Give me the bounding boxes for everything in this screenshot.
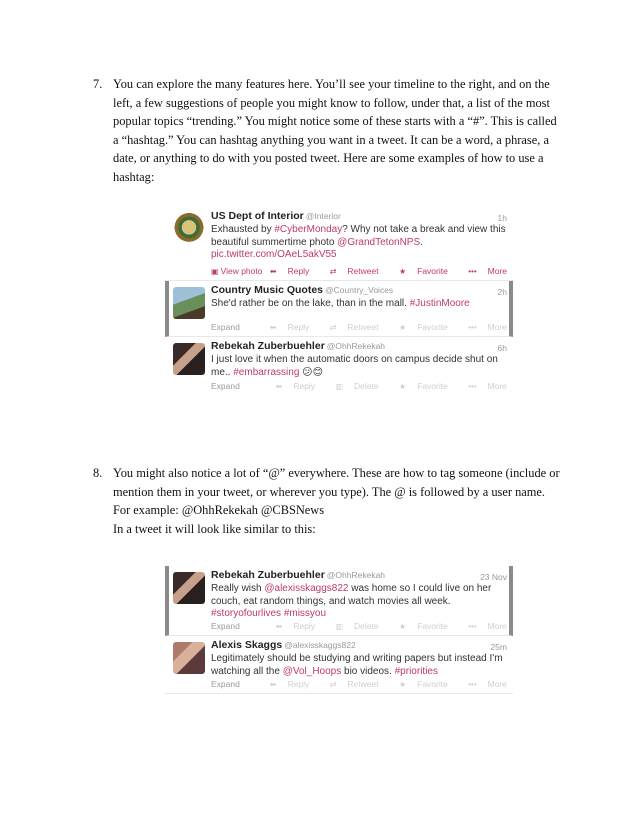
step-7-text: You can explore the many features here. You’ll see your timeline to the right, and on the left, a few suggestions of people you might know to follow, under that, a list of the most popular topics “trending.” You might notice some of these starts with a “#”. This is called a “hashtag.” You can hashtag anything you want in a tweet. It can be a word, a phrase, a date, or anything to do with you posted tweet. Here are some examples of how to use a hashtag: <box>113 77 557 184</box>
view-photo-link[interactable]: ▣ View photo <box>211 266 263 276</box>
more-icon: ••• <box>468 382 477 391</box>
retweet-button[interactable]: ⇄ Retweet <box>329 679 379 689</box>
reply-icon: ⬅ <box>275 382 283 391</box>
reply-button[interactable]: ⬅ Reply <box>269 266 310 276</box>
tweet-rebekah-2[interactable] <box>165 566 513 636</box>
step-8-number: 8. <box>93 466 103 480</box>
more-icon: ••• <box>468 622 477 631</box>
user-handle[interactable]: @Country_Voices <box>325 285 394 295</box>
tweet-alexis[interactable] <box>165 636 513 694</box>
user-handle[interactable]: @OhhRekekah <box>326 570 386 580</box>
delete-button[interactable]: ▥ Delete <box>335 381 379 391</box>
tweet-time: 23 Nov <box>480 572 507 582</box>
more-icon: ••• <box>468 680 477 689</box>
tweet-country-music[interactable] <box>165 281 513 337</box>
star-icon: ★ <box>398 382 407 391</box>
tweet-time: 1h <box>497 213 507 223</box>
retweet-icon: ⇄ <box>329 680 337 689</box>
avatar-country-music <box>173 287 205 319</box>
avatar-rebekah <box>173 343 205 375</box>
favorite-button[interactable]: ★ Favorite <box>398 679 448 689</box>
more-button[interactable]: ••• More <box>468 679 507 689</box>
tweet-text: Exhausted by #CyberMonday? Why not take a break and view this beautiful summertime photo @GrandTetonNPS. pic.twitter.com/OAeL5akV55 <box>211 224 506 260</box>
tweet-screenshot-mentions <box>165 566 513 696</box>
hashtag-link[interactable]: #priorities <box>394 665 438 677</box>
expand-link[interactable]: Expand <box>211 381 240 391</box>
favorite-button[interactable]: ★ Favorite <box>398 322 448 332</box>
retweet-button[interactable]: ⇄ Retweet <box>329 322 379 332</box>
tweet-text: Really wish @alexisskaggs822 was home so I could live on her couch, eat random things, and watch movies all week. #storyofourlives #missyou <box>211 583 492 619</box>
more-button[interactable]: ••• More <box>468 381 507 391</box>
tweet-rebekah-1[interactable] <box>165 337 513 395</box>
tweet-screenshot-hashtags <box>165 207 513 395</box>
mention-link[interactable]: @Vol_Hoops <box>282 665 342 677</box>
reply-button[interactable]: ⬅ Reply <box>269 322 310 332</box>
mention-link[interactable]: @alexisskaggs822 <box>264 583 349 594</box>
tweet-text: She'd rather be on the lake, than in the mall. #JustinMoore <box>211 298 470 309</box>
step-8-text: You might also notice a lot of “@” everywhere. These are how to tag someone (include or mention them in your tweet, or wherever you type). The @ is followed by a user name. For example: @OhhRekekah @CBSNews <box>113 466 560 518</box>
retweet-icon: ⇄ <box>329 267 337 276</box>
user-name[interactable]: Alexis Skaggs <box>211 639 283 651</box>
hashtag-link[interactable]: #CyberMonday <box>274 224 343 235</box>
star-icon: ★ <box>398 267 407 276</box>
star-icon: ★ <box>398 680 407 689</box>
user-name[interactable]: Country Music Quotes <box>211 284 324 296</box>
step-8-text-2: In a tweet it will look like similar to this: <box>113 521 316 536</box>
more-button[interactable]: ••• More <box>468 266 507 276</box>
tweet-interior[interactable] <box>165 207 513 281</box>
user-name[interactable]: Rebekah Zuberbuehler <box>211 340 325 352</box>
star-icon: ★ <box>398 622 407 631</box>
avatar-interior <box>173 213 205 245</box>
mention-link[interactable]: @GrandTetonNPS <box>337 236 421 248</box>
hashtag-link[interactable]: #storyofourlives <box>211 608 282 619</box>
expand-link[interactable]: Expand <box>211 322 240 332</box>
star-icon: ★ <box>398 323 407 332</box>
favorite-button[interactable]: ★ Favorite <box>398 381 448 391</box>
expand-link[interactable]: Expand <box>211 679 240 689</box>
tweet-text: Legitimately should be studying and writing papers but instead I'm watching all the @Vol_Hoops bio videos. #priorities <box>211 653 503 677</box>
step-8 <box>93 464 563 538</box>
reply-button[interactable]: ⬅ Reply <box>275 621 316 631</box>
trash-icon: ▥ <box>335 622 343 631</box>
favorite-button[interactable]: ★ Favorite <box>398 266 448 276</box>
user-name[interactable]: US Dept of Interior <box>211 210 304 222</box>
photo-icon: ▣ <box>211 267 219 276</box>
hashtag-link[interactable]: #missyou <box>283 608 327 619</box>
hashtag-link[interactable]: #embarrassing <box>233 366 300 378</box>
retweet-button[interactable]: ⇄ Retweet <box>329 266 379 276</box>
more-button[interactable]: ••• More <box>468 322 507 332</box>
user-handle[interactable]: @alexisskaggs822 <box>284 640 356 650</box>
avatar-rebekah <box>173 572 205 604</box>
trash-icon: ▥ <box>335 382 343 391</box>
photo-link[interactable]: pic.twitter.com/OAeL5akV55 <box>211 249 337 260</box>
tweet-time: 6h <box>497 343 507 353</box>
expand-link[interactable]: Expand <box>211 621 240 631</box>
user-handle[interactable]: @OhhRekekah <box>326 341 386 351</box>
favorite-button[interactable]: ★ Favorite <box>398 621 448 631</box>
step-7 <box>93 75 563 187</box>
more-button[interactable]: ••• More <box>468 621 507 631</box>
reply-icon: ⬅ <box>269 267 277 276</box>
hashtag-link[interactable]: #JustinMoore <box>409 298 470 309</box>
tweet-time: 2h <box>497 287 507 297</box>
reply-button[interactable]: ⬅ Reply <box>275 381 316 391</box>
reply-icon: ⬅ <box>275 622 283 631</box>
user-name[interactable]: Rebekah Zuberbuehler <box>211 569 325 581</box>
step-7-number: 7. <box>93 77 103 91</box>
reply-icon: ⬅ <box>269 680 277 689</box>
tweet-text: I just love it when the automatic doors on campus decide shut on me.. #embarrassing 😕😊 <box>211 354 498 378</box>
avatar-alexis <box>173 642 205 674</box>
tweet-time: 25m <box>490 642 507 652</box>
reply-icon: ⬅ <box>269 323 277 332</box>
more-icon: ••• <box>468 267 477 276</box>
reply-button[interactable]: ⬅ Reply <box>269 679 310 689</box>
user-handle[interactable]: @Interior <box>305 211 341 221</box>
retweet-icon: ⇄ <box>329 323 337 332</box>
more-icon: ••• <box>468 323 477 332</box>
delete-button[interactable]: ▥ Delete <box>335 621 379 631</box>
